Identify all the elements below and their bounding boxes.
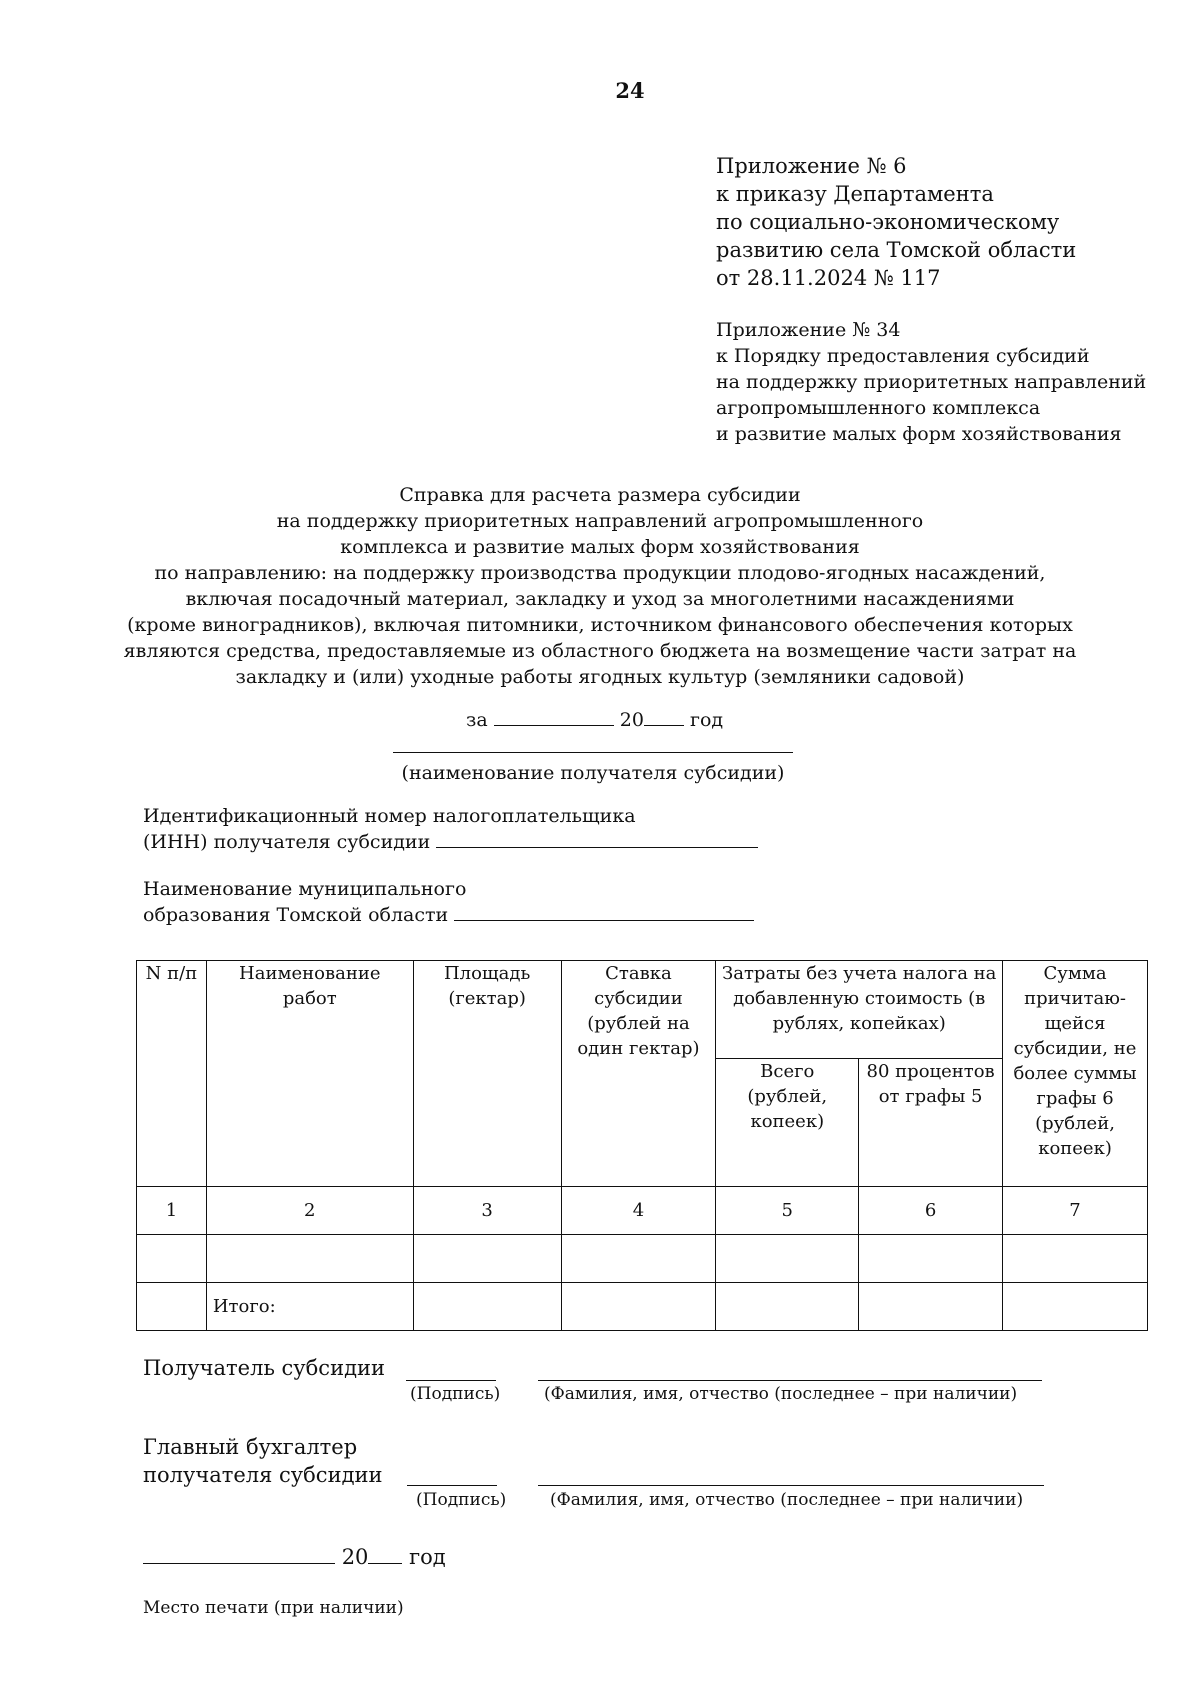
municipality-line2-row [143, 902, 754, 928]
table-cell[interactable] [716, 1283, 859, 1331]
table-row [137, 1235, 1148, 1283]
recipient-signature-label: Получатель субсидии [143, 1356, 385, 1380]
appendix-34-line: к Порядку предоставления субсидий [716, 345, 1090, 367]
title-line: закладку и (или) уходные работы ягодных культур (земляники садовой) [235, 666, 965, 688]
subsidy-table [136, 960, 1148, 1331]
period-blank[interactable] [494, 724, 614, 726]
inn-blank[interactable] [436, 846, 758, 848]
col-number: 2 [206, 1187, 413, 1235]
date-suffix: год [409, 1545, 446, 1569]
table-cell[interactable] [137, 1235, 207, 1283]
accountant-label [143, 1433, 383, 1489]
period-line [466, 707, 723, 733]
table-cell[interactable] [859, 1283, 1003, 1331]
inn-line1: Идентификационный номер налогоплательщика [143, 805, 636, 827]
date-blank[interactable] [143, 1562, 335, 1564]
period-year-prefix: 20 [619, 709, 644, 731]
accountant-line2: получателя субсидии [143, 1463, 383, 1487]
municipality-blank[interactable] [454, 919, 754, 921]
table-cell[interactable] [561, 1283, 716, 1331]
appendix-6-line: от 28.11.2024 № 117 [716, 266, 941, 290]
appendix-6-line: по социально-экономическому [716, 210, 1060, 234]
name-caption: (Фамилия, имя, отчество (последнее – при наличии) [550, 1490, 1024, 1510]
inn-block [143, 803, 758, 855]
header-col-3: Площадь (гектар) [413, 961, 561, 1187]
accountant-line1: Главный бухгалтер [143, 1435, 358, 1459]
table-cell[interactable] [1003, 1235, 1148, 1283]
header-costs: Затраты без учета налога на добавленную стоимость (в рублях, копейках) [716, 961, 1003, 1059]
page-number: 24 [615, 78, 645, 103]
header-col-2: Наименование работ [206, 961, 413, 1187]
period-year-blank[interactable] [644, 724, 684, 726]
title-line: по направлению: на поддержку производства продукции плодово-ягодных насаждений, [154, 562, 1046, 584]
date-year-prefix: 20 [341, 1545, 369, 1569]
title-line: являются средства, предоставляемые из областного бюджета на возмещение части затрат на [123, 640, 1077, 662]
name-caption: (Фамилия, имя, отчество (последнее – при наличии) [544, 1384, 1018, 1404]
appendix-6-line: Приложение № 6 [716, 154, 907, 178]
col-number: 1 [137, 1187, 207, 1235]
stamp-place: Место печати (при наличии) [143, 1598, 404, 1618]
appendix-6-line: к приказу Департамента [716, 182, 994, 206]
header-col-5: Всего (рублей, копеек) [716, 1059, 859, 1187]
accountant-name-blank[interactable] [538, 1485, 1044, 1486]
appendix-34-line: агропромышленного комплекса [716, 397, 1041, 419]
period-suffix: год [690, 709, 724, 731]
col-number: 6 [859, 1187, 1003, 1235]
title-line: комплекса и развитие малых форм хозяйствования [340, 536, 860, 558]
header-col-4: Ставка субсидии (рублей на один гектар) [561, 961, 716, 1187]
municipality-line1: Наименование муниципального [143, 878, 467, 900]
inn-line2: (ИНН) получателя субсидии [143, 831, 431, 853]
title-line: включая посадочный материал, закладку и уход за многолетними насаждениями [185, 588, 1015, 610]
total-label: Итого: [206, 1283, 413, 1331]
table-cell[interactable] [859, 1235, 1003, 1283]
table-header-row [137, 961, 1148, 1059]
header-col-6: 80 процентов от графы 5 [859, 1059, 1003, 1187]
table-cell[interactable] [137, 1283, 207, 1331]
table-cell[interactable] [716, 1235, 859, 1283]
col-number: 4 [561, 1187, 716, 1235]
appendix-6-line: развитию села Томской области [716, 238, 1077, 262]
signature-caption: (Подпись) [410, 1384, 501, 1404]
header-col-7: Сумма причитаю- щейся субсидии, не более суммы графы 6 (рублей, копеек) [1003, 961, 1148, 1187]
table-cell[interactable] [1003, 1283, 1148, 1331]
date-line [143, 1543, 446, 1571]
table-cell[interactable] [561, 1235, 716, 1283]
recipient-name-blank[interactable] [538, 1380, 1042, 1381]
appendix-34-line: на поддержку приоритетных направлений [716, 371, 1147, 393]
municipality-block [143, 876, 754, 928]
inn-line2-row [143, 829, 758, 855]
table-cell[interactable] [413, 1235, 561, 1283]
table-cell[interactable] [413, 1283, 561, 1331]
period-prefix: за [466, 709, 488, 731]
col-number: 7 [1003, 1187, 1148, 1235]
recipient-name-blank[interactable] [393, 752, 793, 753]
col-number: 5 [716, 1187, 859, 1235]
appendix-34-block [716, 317, 1186, 447]
table-number-row [137, 1187, 1148, 1235]
date-year-blank[interactable] [368, 1562, 402, 1564]
appendix-34-line: Приложение № 34 [716, 319, 901, 341]
accountant-signature-blank[interactable] [407, 1485, 497, 1486]
recipient-signature-blank[interactable] [406, 1380, 496, 1381]
title-line: (кроме виноградников), включая питомники, источником финансового обеспечения которых [127, 614, 1073, 636]
appendix-6-block [716, 152, 1186, 292]
header-col-1: N п/п [137, 961, 207, 1187]
title-line: на поддержку приоритетных направлений агропромышленного [276, 510, 924, 532]
table-cell[interactable] [206, 1235, 413, 1283]
recipient-caption: (наименование получателя субсидии) [401, 762, 785, 784]
signature-caption: (Подпись) [416, 1490, 507, 1510]
col-number: 3 [413, 1187, 561, 1235]
appendix-34-line: и развитие малых форм хозяйствования [716, 423, 1122, 445]
title-line: Справка для расчета размера субсидии [399, 484, 801, 506]
table-total-row [137, 1283, 1148, 1331]
municipality-line2: образования Томской области [143, 904, 449, 926]
document-title [100, 482, 1100, 690]
